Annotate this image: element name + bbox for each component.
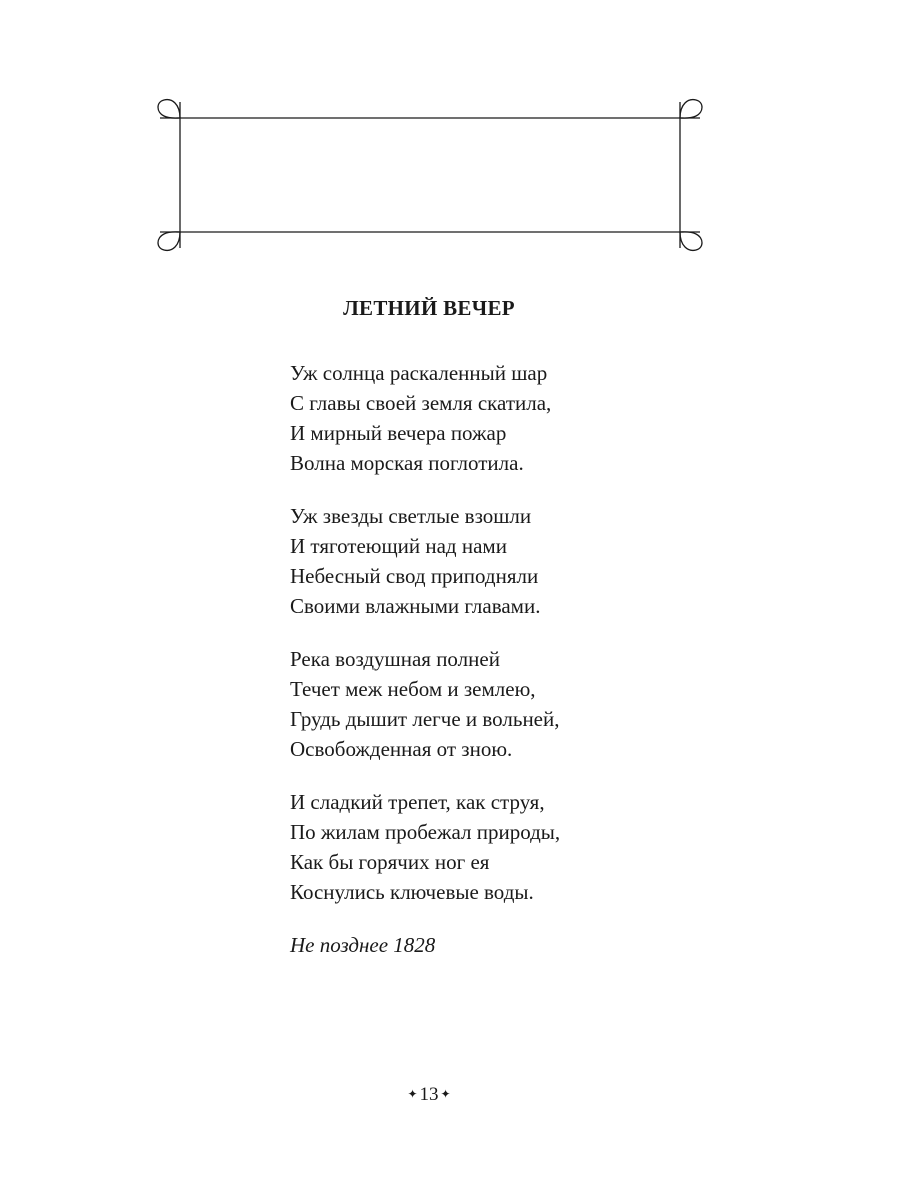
stanza xyxy=(290,644,710,764)
poem-line: Как бы горячих ног ея xyxy=(290,850,490,874)
poem-body xyxy=(290,358,710,960)
decorative-frame xyxy=(150,90,710,260)
poem-line: И мирный вечера пожар xyxy=(290,421,507,445)
poem-date: Не позднее 1828 xyxy=(290,933,436,957)
ornament-left-icon: ✦ xyxy=(407,1087,418,1101)
stanza xyxy=(290,501,710,621)
poem-line: Освобожденная от зною. xyxy=(290,737,513,761)
poem-line: И сладкий трепет, как струя, xyxy=(290,790,545,814)
page-number-value: 13 xyxy=(419,1084,439,1105)
stanza xyxy=(290,358,710,478)
poem-line: Небесный свод приподняли xyxy=(290,564,539,588)
poem-line: И тяготеющий над нами xyxy=(290,534,507,558)
poem-line: По жилам пробежал природы, xyxy=(290,820,561,844)
poem-line: Своими влажными главами. xyxy=(290,594,541,618)
poem-title: ЛЕТНИЙ ВЕЧЕР xyxy=(343,296,515,320)
poem-line: Уж звезды светлые взошли xyxy=(290,504,532,528)
poem-line: Уж солнца раскаленный шар xyxy=(290,361,548,385)
page-number xyxy=(0,1080,858,1109)
poem-line: Волна морская поглотила. xyxy=(290,451,524,475)
poem-line: С главы своей земля скатила, xyxy=(290,391,552,415)
poem-line: Река воздушная полней xyxy=(290,647,500,671)
poem-line: Коснулись ключевые воды. xyxy=(290,880,534,904)
ornament-right-icon: ✦ xyxy=(440,1087,451,1101)
poem-line: Течет меж небом и землею, xyxy=(290,677,536,701)
poem-line: Грудь дышит легче и вольней, xyxy=(290,707,560,731)
stanza xyxy=(290,787,710,907)
